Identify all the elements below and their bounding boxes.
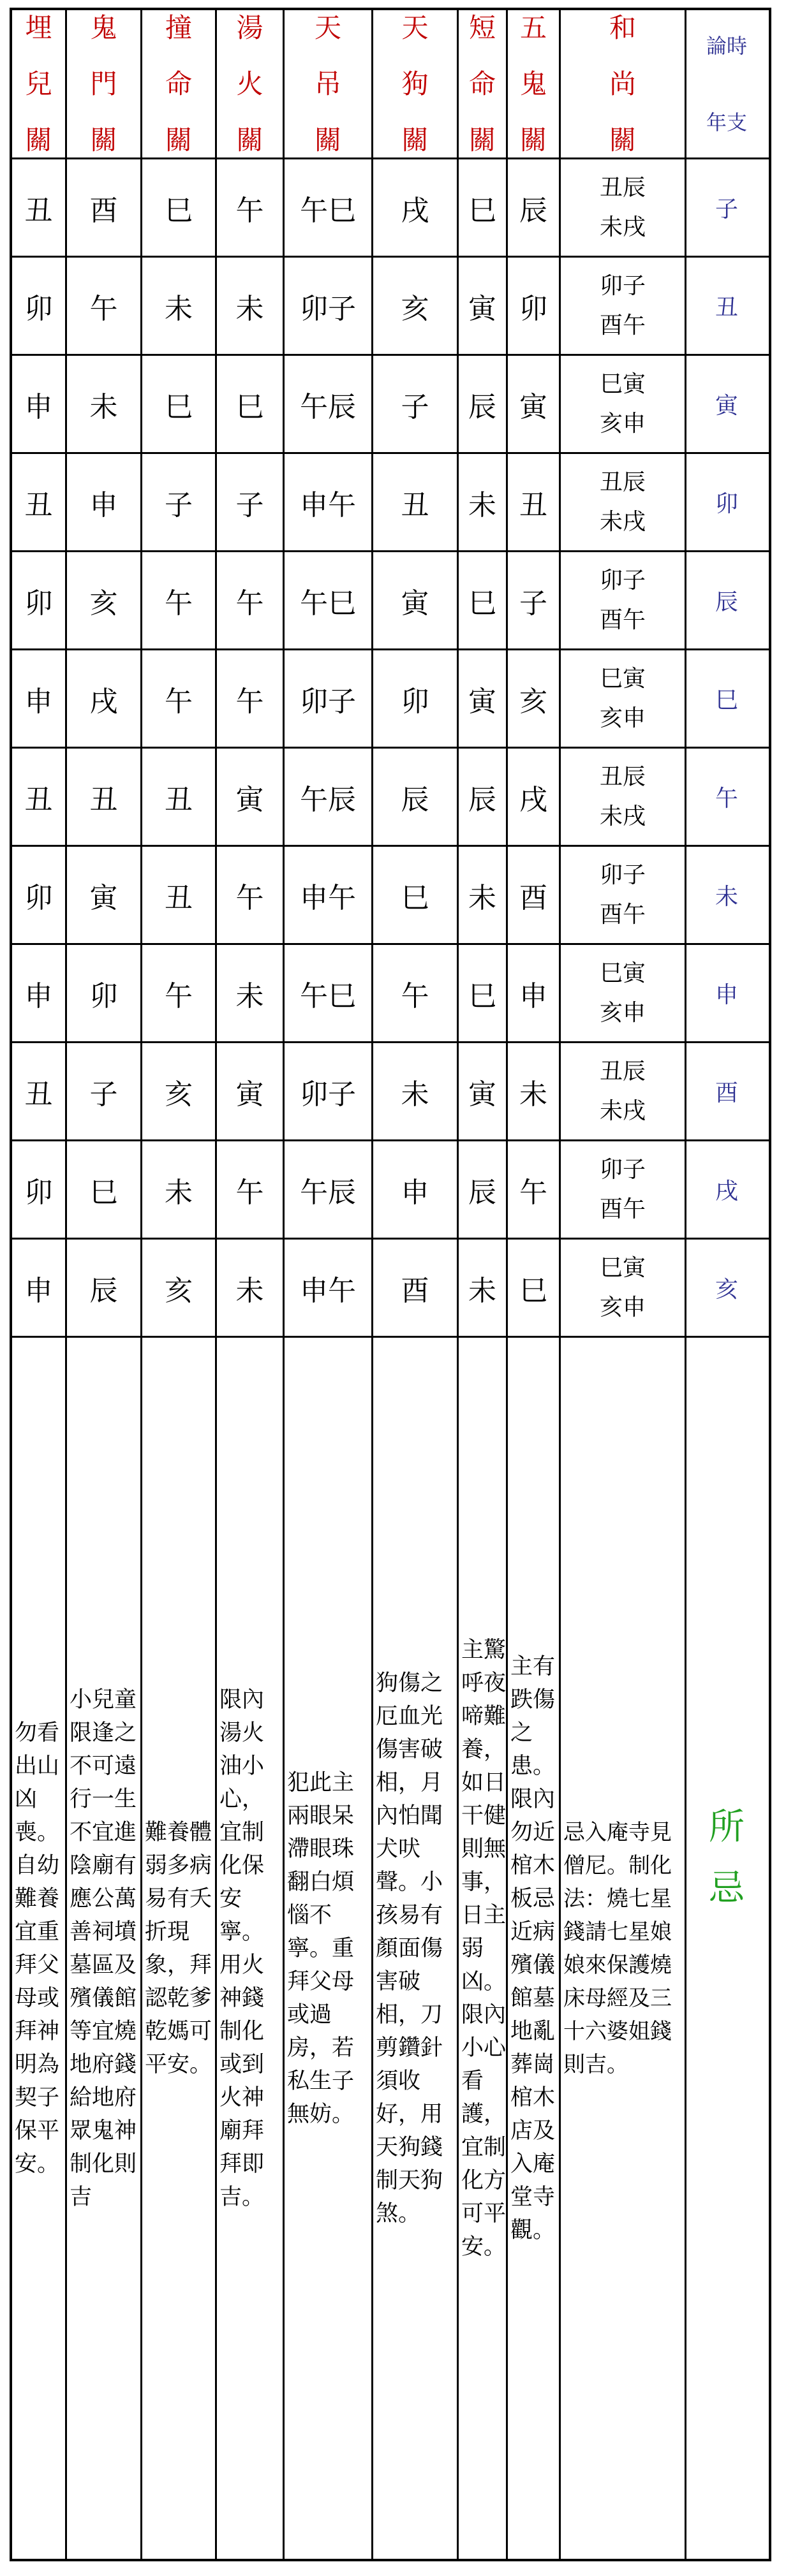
table-cell: 子 — [89, 1078, 118, 1111]
note-cell — [287, 1338, 369, 2559]
table-cell: 申 — [519, 979, 547, 1013]
table-cell: 申 — [24, 979, 53, 1013]
header-tian-diao-guan — [285, 10, 371, 157]
table-cell: 亥 — [401, 292, 429, 325]
table-cell: 丑辰 未戌 — [599, 174, 646, 240]
table-cell: 卯子 — [300, 1078, 356, 1111]
table-cell: 丑 — [24, 783, 53, 816]
table-cell: 酉 — [89, 194, 118, 227]
table-cell: 丑 — [24, 194, 53, 227]
table-cell: 卯子 — [300, 292, 356, 325]
table-cell: 申 — [401, 1176, 429, 1209]
suo-ji-label: 所 忌 — [709, 1806, 745, 1909]
table-cell: 午 — [235, 685, 264, 718]
table-cell: 申午 — [300, 881, 356, 914]
note-text: 難養體弱多病易有夭折現象，拜認乾爹乾媽可平安。 — [145, 1819, 212, 2077]
header-label: 撞 命 關 — [165, 11, 192, 156]
table-cell: 辰 — [468, 1176, 496, 1209]
note-text: 忌入庵寺見僧尼。制化法：燒七星錢請七星娘娘來保護燒床母經及三十六婆姐錢則吉。 — [563, 1819, 672, 2077]
table-cell: 子 — [165, 488, 193, 522]
table-cell: 卯 — [24, 292, 53, 325]
note-cell — [510, 1338, 556, 2559]
table-cell: 子 — [519, 587, 547, 620]
table-cell: 巳 — [401, 881, 429, 914]
year-branch-cell: 丑 — [715, 295, 738, 321]
table-cell: 午 — [401, 979, 429, 1013]
table-cell: 午 — [165, 979, 193, 1013]
table-cell: 午辰 — [300, 390, 356, 423]
table-cell: 巳 — [468, 979, 496, 1013]
table-cell: 子 — [401, 390, 429, 423]
header-label: 天 吊 關 — [314, 11, 341, 156]
header-label: 和 尚 關 — [609, 11, 636, 156]
table-cell: 申 — [89, 488, 118, 522]
table-cell: 酉 — [401, 1274, 429, 1307]
table-cell: 午巳 — [300, 587, 356, 620]
table-cell: 亥 — [519, 685, 547, 718]
table-cell: 申 — [24, 390, 53, 423]
header-duan-ming-guan — [459, 10, 506, 157]
table-cell: 午巳 — [300, 979, 356, 1013]
header-he-shang-guan — [561, 10, 685, 157]
year-branch-cell: 寅 — [715, 393, 738, 419]
table-cell: 卯 — [24, 1176, 53, 1209]
year-branch-cell: 子 — [715, 196, 738, 223]
year-branch-cell: 申 — [715, 982, 738, 1008]
note-cell — [563, 1338, 682, 2559]
table-cell: 午 — [519, 1176, 547, 1209]
table-cell: 巳寅 亥申 — [599, 665, 646, 731]
year-branch-cell: 戌 — [715, 1178, 738, 1204]
table-cell: 未 — [89, 390, 118, 423]
table-cell: 巳 — [468, 587, 496, 620]
table-cell: 午 — [235, 194, 264, 227]
year-branch-cell: 巳 — [715, 687, 738, 714]
note-text: 犯此主兩眼呆滯眼珠翻白煩惱不寧。重拜父母或過房，若私生子無妨。 — [287, 1769, 355, 2127]
table-cell: 子 — [235, 488, 264, 522]
table-cell: 巳 — [468, 194, 496, 227]
note-text: 主驚呼夜啼難養，如日干健則無事，日主弱凶。限內小心看護，宜制化方可平安。 — [461, 1637, 507, 2260]
table-cell: 寅 — [468, 685, 496, 718]
table-cell: 卯 — [89, 979, 118, 1013]
year-branch-cell: 辰 — [715, 589, 738, 615]
table-cell: 辰 — [89, 1274, 118, 1307]
table-cell: 戌 — [401, 194, 429, 227]
header-label: 五 鬼 關 — [519, 11, 547, 156]
table-cell: 申午 — [300, 1274, 356, 1307]
header-label: 天 狗 關 — [401, 11, 429, 156]
year-branch-cell: 午 — [715, 786, 738, 812]
table-cell: 午 — [165, 685, 193, 718]
table-cell: 未 — [235, 1274, 264, 1307]
table-cell: 卯 — [24, 587, 53, 620]
table-cell: 丑辰 未戌 — [599, 1058, 646, 1124]
table-cell: 午辰 — [300, 783, 356, 816]
table-cell: 寅 — [468, 1078, 496, 1111]
table-cell: 未 — [468, 881, 496, 914]
table-cell: 丑 — [165, 783, 193, 816]
header-label: 短 命 關 — [468, 11, 496, 156]
table-cell: 寅 — [401, 587, 429, 620]
header-label: 論時 年支 — [706, 33, 747, 135]
guan-sha-table — [10, 8, 771, 2561]
year-branch-cell: 未 — [715, 884, 738, 910]
table-cell: 丑 — [89, 783, 118, 816]
table-cell: 巳 — [235, 390, 264, 423]
table-cell: 丑 — [24, 1078, 53, 1111]
header-label: 湯 火 關 — [236, 11, 263, 156]
table-cell: 午 — [235, 587, 264, 620]
table-cell: 卯子 — [300, 685, 356, 718]
table-cell: 巳 — [89, 1176, 118, 1209]
table-cell: 丑 — [519, 488, 547, 522]
table-cell: 丑 — [24, 488, 53, 522]
table-cell: 巳寅 亥申 — [599, 1254, 646, 1321]
table-cell: 午 — [165, 587, 193, 620]
table-cell: 未 — [235, 979, 264, 1013]
table-cell: 申午 — [300, 488, 356, 522]
table-cell: 巳 — [165, 194, 193, 227]
note-cell — [461, 1338, 507, 2559]
note-cell — [376, 1338, 454, 2559]
table-cell: 辰 — [401, 783, 429, 816]
table-cell: 寅 — [519, 390, 547, 423]
note-text: 限內湯火油小心，宜制化保安寧。用火神錢制化或到火神廟拜拜即吉。 — [219, 1687, 265, 2210]
table-cell: 辰 — [519, 194, 547, 227]
table-cell: 申 — [24, 685, 53, 718]
table-cell: 午 — [235, 881, 264, 914]
table-cell: 巳 — [519, 1274, 547, 1307]
table-cell: 亥 — [89, 587, 118, 620]
table-cell: 卯 — [24, 881, 53, 914]
table-cell: 寅 — [89, 881, 118, 914]
table-cell: 卯子 酉午 — [599, 272, 646, 339]
table-cell: 丑 — [165, 881, 193, 914]
table-cell: 巳寅 亥申 — [599, 370, 646, 437]
table-cell: 寅 — [235, 1078, 264, 1111]
table-cell: 未 — [468, 488, 496, 522]
note-cell — [219, 1338, 280, 2559]
table-cell: 亥 — [165, 1078, 193, 1111]
table-cell: 午辰 — [300, 1176, 356, 1209]
table-cell: 卯子 酉午 — [599, 861, 646, 928]
note-cell — [145, 1338, 212, 2559]
table-cell: 午巳 — [300, 194, 356, 227]
table-cell: 未 — [519, 1078, 547, 1111]
table-cell: 巳 — [165, 390, 193, 423]
table-cell: 丑 — [401, 488, 429, 522]
table-cell: 未 — [401, 1078, 429, 1111]
table-cell: 丑辰 未戌 — [599, 469, 646, 535]
table-cell: 未 — [235, 292, 264, 325]
year-branch-cell: 酉 — [715, 1080, 738, 1106]
table-cell: 未 — [468, 1274, 496, 1307]
table-cell: 辰 — [468, 783, 496, 816]
note-text: 勿看出山凶喪。自幼難養宜重拜父母或拜神明為契子保平安。 — [15, 1720, 60, 2177]
table-cell: 卯 — [401, 685, 429, 718]
table-cell: 丑辰 未戌 — [599, 763, 646, 830]
table-cell: 卯 — [519, 292, 547, 325]
table-cell: 卯子 酉午 — [599, 567, 646, 633]
year-branch-cell: 卯 — [715, 491, 738, 517]
note-text: 主有跌傷之患。限內勿近棺木板忌近病殯儀館墓地亂葬崗棺木店及入庵堂寺觀。 — [510, 1653, 556, 2243]
header-zhuang-ming-guan — [142, 10, 215, 157]
table-cell: 辰 — [468, 390, 496, 423]
header-year-branch — [686, 10, 767, 157]
table-cell: 亥 — [165, 1274, 193, 1307]
table-cell: 卯子 酉午 — [599, 1156, 646, 1222]
note-text: 小兒童限逢之不可遠行一生不宜進陰廟有應公萬善祠墳墓區及殯儀館等宜燒地府錢給地府眾鬼神制化則吉 — [70, 1687, 137, 2210]
header-tang-huo-guan — [217, 10, 283, 157]
table-cell: 戌 — [89, 685, 118, 718]
table-cell: 寅 — [468, 292, 496, 325]
header-mai-er-guan — [12, 10, 65, 157]
table-cell: 巳寅 亥申 — [599, 960, 646, 1026]
table-cell: 午 — [89, 292, 118, 325]
header-label: 埋 兒 關 — [25, 11, 52, 156]
note-cell — [70, 1338, 138, 2559]
table-cell: 寅 — [235, 783, 264, 816]
year-branch-cell: 亥 — [715, 1277, 738, 1303]
table-cell: 未 — [165, 292, 193, 325]
table-cell: 未 — [165, 1176, 193, 1209]
note-cell — [15, 1338, 63, 2559]
table-cell: 酉 — [519, 881, 547, 914]
table-cell: 戌 — [519, 783, 547, 816]
table-cell: 午 — [235, 1176, 264, 1209]
note-text: 狗傷之厄血光傷害破相，月內怕聞犬吠聲。小孩易有顏面傷害破相，刀剪鑽針須收好，用天狗錢制天狗煞。 — [376, 1670, 443, 2227]
table-cell: 申 — [24, 1274, 53, 1307]
header-gui-men-guan — [67, 10, 140, 157]
header-tian-gou-guan — [373, 10, 457, 157]
header-wu-gui-guan — [508, 10, 559, 157]
header-label: 鬼 門 關 — [90, 11, 117, 156]
